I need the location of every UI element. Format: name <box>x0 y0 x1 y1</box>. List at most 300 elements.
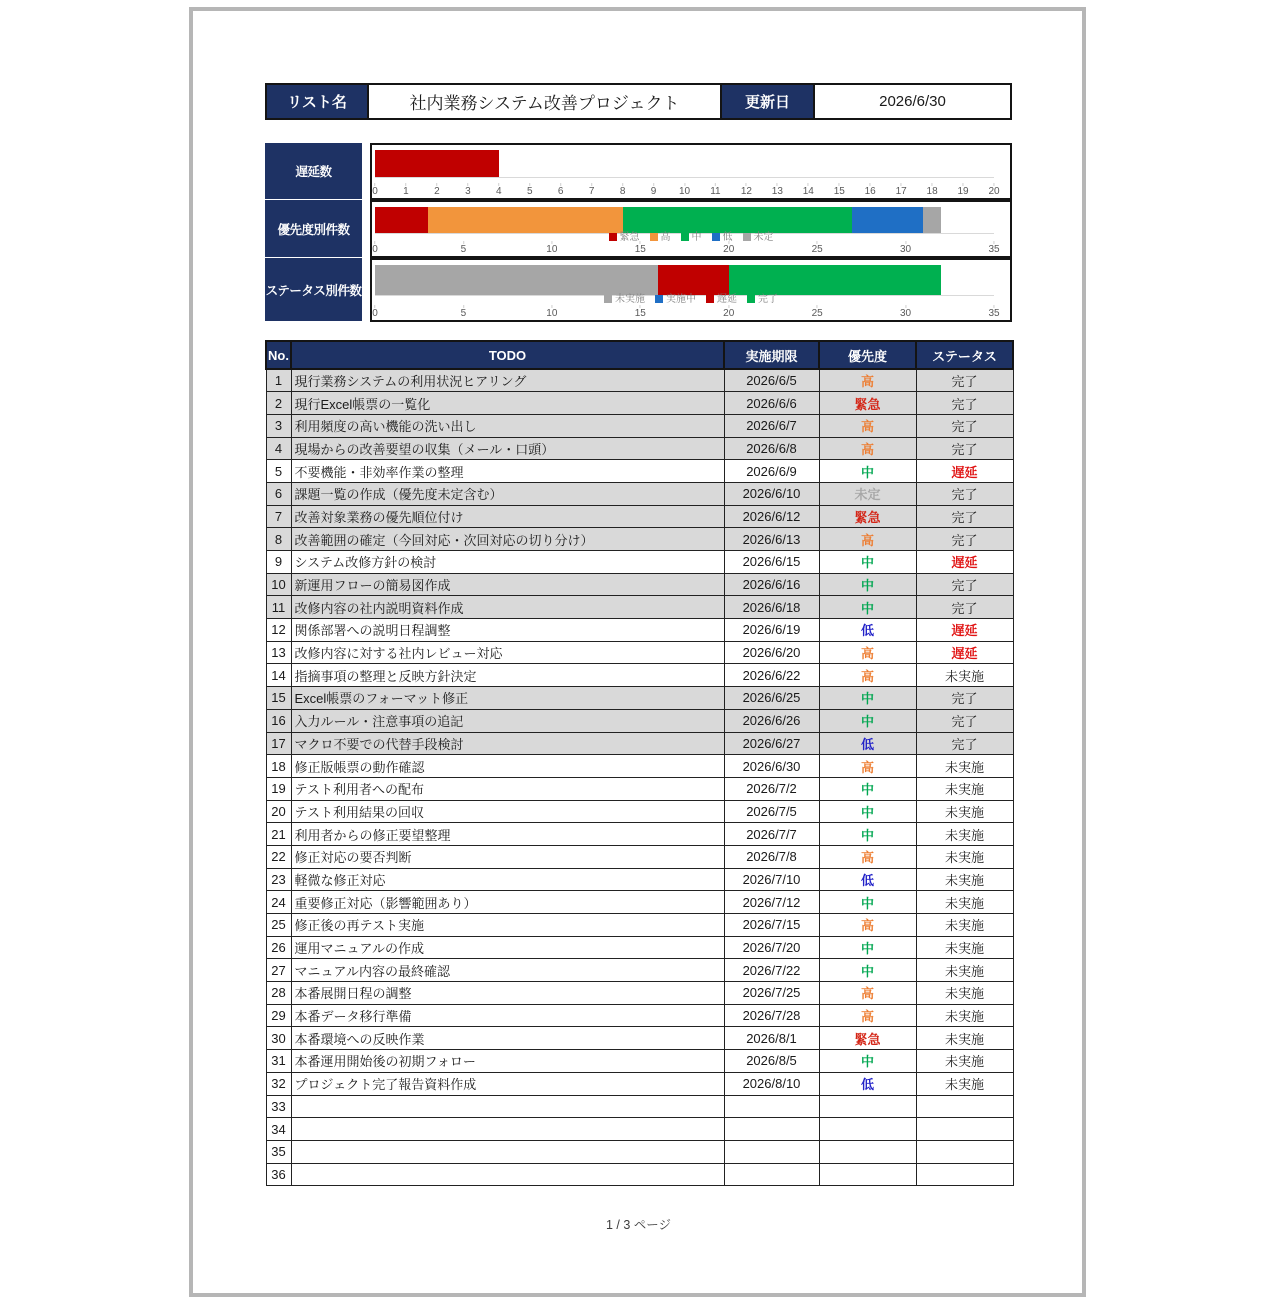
status-cell: 未実施 <box>916 1072 1013 1095</box>
status-cell: 完了 <box>916 687 1013 710</box>
status-cell: 未実施 <box>916 845 1013 868</box>
table-row <box>266 505 1013 528</box>
status-cell: 未実施 <box>916 868 1013 891</box>
deadline-cell: 2026/7/8 <box>724 845 819 868</box>
deadline-cell: 2026/6/10 <box>724 482 819 505</box>
row-number-cell: 21 <box>266 823 291 846</box>
deadline-cell: 2026/6/27 <box>724 732 819 755</box>
col-header-deadline: 実施期限 <box>724 341 819 369</box>
legend-label: 未実施 <box>615 294 645 305</box>
legend-label: 高 <box>660 232 671 243</box>
table-row <box>266 687 1013 710</box>
axis-tick-label: 5 <box>461 241 467 255</box>
todo-text-cell: 利用者からの修正要望整理 <box>291 823 724 846</box>
deadline-cell: 2026/7/28 <box>724 1004 819 1027</box>
axis-tick-label: 3 <box>465 183 471 197</box>
legend-label: 中 <box>691 232 702 243</box>
updated-date-value: 2026/6/30 <box>815 85 1010 118</box>
legend-label: 完了 <box>758 294 778 305</box>
axis-tick-label: 20 <box>988 183 999 197</box>
status-cell: 完了 <box>916 573 1013 596</box>
deadline-cell: 2026/6/9 <box>724 460 819 483</box>
table-row <box>266 959 1013 982</box>
legend-swatch <box>655 295 663 303</box>
todo-text-cell: 本番展開日程の調整 <box>291 982 724 1005</box>
deadline-cell: 2026/7/25 <box>724 982 819 1005</box>
priority-cell: 高 <box>819 755 916 778</box>
axis-ticks <box>372 305 1000 319</box>
todo-text-cell <box>291 1163 724 1186</box>
row-number-cell: 36 <box>266 1163 291 1186</box>
row-number-cell: 32 <box>266 1072 291 1095</box>
status-cell: 完了 <box>916 437 1013 460</box>
status-cell: 完了 <box>916 528 1013 551</box>
priority-cell <box>819 1095 916 1118</box>
todo-text-cell: 改修内容に対する社内レビュー対応 <box>291 641 724 664</box>
legend-swatch <box>650 233 658 241</box>
todo-text-cell: プロジェクト完了報告資料作成 <box>291 1072 724 1095</box>
bar-segment <box>375 207 428 233</box>
status-cell: 未実施 <box>916 800 1013 823</box>
priority-cell: 中 <box>819 891 916 914</box>
todo-text-cell: 軽微な修正対応 <box>291 868 724 891</box>
todo-text-cell <box>291 1118 724 1141</box>
deadline-cell <box>724 1140 819 1163</box>
status-cell <box>916 1095 1013 1118</box>
table-row <box>266 1072 1013 1095</box>
axis-tick-label: 25 <box>812 305 823 319</box>
axis-tick-label: 2 <box>434 183 440 197</box>
deadline-cell: 2026/6/13 <box>724 528 819 551</box>
deadline-cell: 2026/7/2 <box>724 777 819 800</box>
table-row <box>266 414 1013 437</box>
table-row <box>266 369 1013 392</box>
legend-swatch <box>747 295 755 303</box>
status-cell: 未実施 <box>916 982 1013 1005</box>
priority-cell: 高 <box>819 369 916 392</box>
axis-tick-label: 30 <box>900 241 911 255</box>
status-cell: 未実施 <box>916 823 1013 846</box>
todo-text-cell: 指摘事項の整理と反映方針決定 <box>291 664 724 687</box>
axis-tick-label: 10 <box>679 183 690 197</box>
axis-tick-label: 19 <box>957 183 968 197</box>
deadline-cell: 2026/7/15 <box>724 914 819 937</box>
legend-label: 緊急 <box>619 232 640 243</box>
row-number-cell: 5 <box>266 460 291 483</box>
axis-ticks <box>372 183 1000 197</box>
table-row <box>266 777 1013 800</box>
table-row <box>266 619 1013 642</box>
chart-status-count <box>265 258 1012 322</box>
bar-segment <box>375 150 499 177</box>
axis-tick-label: 20 <box>723 305 734 319</box>
deadline-cell: 2026/7/22 <box>724 959 819 982</box>
legend-swatch <box>712 233 720 241</box>
axis-tick-label: 7 <box>589 183 595 197</box>
col-header-priority: 優先度 <box>819 341 916 369</box>
table-row <box>266 823 1013 846</box>
status-cell <box>916 1163 1013 1186</box>
priority-cell: 中 <box>819 1050 916 1073</box>
axis-tick-label: 15 <box>834 183 845 197</box>
deadline-cell: 2026/6/7 <box>724 414 819 437</box>
axis-ticks <box>372 241 1000 255</box>
table-row <box>266 982 1013 1005</box>
deadline-cell: 2026/7/20 <box>724 936 819 959</box>
table-row-empty <box>266 1095 1013 1118</box>
table-row-empty <box>266 1163 1013 1186</box>
axis-tick-label: 35 <box>988 305 999 319</box>
axis-tick-label: 0 <box>372 183 378 197</box>
status-cell: 未実施 <box>916 755 1013 778</box>
todo-text-cell: 利用頻度の高い機能の洗い出し <box>291 414 724 437</box>
legend-label: 未定 <box>753 232 774 243</box>
deadline-cell: 2026/6/26 <box>724 709 819 732</box>
status-cell: 完了 <box>916 709 1013 732</box>
table-row <box>266 936 1013 959</box>
axis-tick-label: 17 <box>896 183 907 197</box>
status-cell: 未実施 <box>916 664 1013 687</box>
priority-cell: 中 <box>819 460 916 483</box>
table-row <box>266 573 1013 596</box>
bar-segment <box>658 265 729 295</box>
status-cell: 完了 <box>916 369 1013 392</box>
todo-text-cell: Excel帳票のフォーマット修正 <box>291 687 724 710</box>
chart-delay-count-label: 遅延数 <box>265 143 362 200</box>
list-name-value: 社内業務システム改善プロジェクト <box>369 85 722 118</box>
row-number-cell: 15 <box>266 687 291 710</box>
table-row <box>266 1004 1013 1027</box>
deadline-cell: 2026/8/10 <box>724 1072 819 1095</box>
row-number-cell: 8 <box>266 528 291 551</box>
col-header-no: No. <box>266 341 291 369</box>
bar-segment <box>375 265 658 295</box>
row-number-cell: 2 <box>266 392 291 415</box>
todo-table <box>265 340 1014 1186</box>
priority-cell: 未定 <box>819 482 916 505</box>
todo-text-cell: 本番運用開始後の初期フォロー <box>291 1050 724 1073</box>
deadline-cell: 2026/7/12 <box>724 891 819 914</box>
table-row <box>266 709 1013 732</box>
row-number-cell: 17 <box>266 732 291 755</box>
axis-tick-label: 1 <box>403 183 409 197</box>
table-row <box>266 437 1013 460</box>
bar-segment <box>852 207 923 233</box>
todo-text-cell: 本番環境への反映作業 <box>291 1027 724 1050</box>
deadline-cell: 2026/7/7 <box>724 823 819 846</box>
row-number-cell: 19 <box>266 777 291 800</box>
priority-cell: 高 <box>819 437 916 460</box>
todo-text-cell: 修正版帳票の動作確認 <box>291 755 724 778</box>
status-cell: 完了 <box>916 392 1013 415</box>
priority-cell: 低 <box>819 868 916 891</box>
table-header-row <box>266 341 1013 369</box>
table-row <box>266 1050 1013 1073</box>
chart-priority-count-plot <box>370 200 1012 258</box>
status-cell <box>916 1118 1013 1141</box>
status-cell: 未実施 <box>916 959 1013 982</box>
row-number-cell: 4 <box>266 437 291 460</box>
priority-cell: 緊急 <box>819 1027 916 1050</box>
axis-tick-label: 0 <box>372 241 378 255</box>
bar-segment <box>923 207 941 233</box>
row-number-cell: 23 <box>266 868 291 891</box>
status-cell <box>916 1140 1013 1163</box>
todo-text-cell: 現場からの改善要望の収集（メール・口頭） <box>291 437 724 460</box>
axis-tick-label: 35 <box>988 241 999 255</box>
status-cell: 遅延 <box>916 551 1013 574</box>
deadline-cell <box>724 1095 819 1118</box>
row-number-cell: 10 <box>266 573 291 596</box>
bar-area <box>375 207 994 234</box>
table-row <box>266 482 1013 505</box>
deadline-cell: 2026/8/5 <box>724 1050 819 1073</box>
deadline-cell: 2026/6/18 <box>724 596 819 619</box>
chart-status-count-plot <box>370 258 1012 322</box>
todo-text-cell: 現行業務システムの利用状況ヒアリング <box>291 369 724 392</box>
todo-text-cell: 改善対象業務の優先順位付け <box>291 505 724 528</box>
status-cell: 完了 <box>916 732 1013 755</box>
priority-cell: 中 <box>819 936 916 959</box>
table-row <box>266 800 1013 823</box>
row-number-cell: 24 <box>266 891 291 914</box>
row-number-cell: 3 <box>266 414 291 437</box>
table-row-empty <box>266 1118 1013 1141</box>
row-number-cell: 34 <box>266 1118 291 1141</box>
table-row <box>266 732 1013 755</box>
priority-cell: 緊急 <box>819 505 916 528</box>
status-cell: 完了 <box>916 596 1013 619</box>
legend-swatch <box>609 233 617 241</box>
priority-cell <box>819 1118 916 1141</box>
page-number: 1 / 3 ページ <box>605 1218 672 1233</box>
todo-text-cell: マニュアル内容の最終確認 <box>291 959 724 982</box>
todo-text-cell: 改修内容の社内説明資料作成 <box>291 596 724 619</box>
chart-priority-count <box>265 200 1012 258</box>
axis-tick-label: 8 <box>620 183 626 197</box>
axis-tick-label: 13 <box>772 183 783 197</box>
priority-cell: 高 <box>819 845 916 868</box>
axis-tick-label: 5 <box>461 305 467 319</box>
table-row <box>266 1027 1013 1050</box>
todo-text-cell: 改善範囲の確定（今回対応・次回対応の切り分け） <box>291 528 724 551</box>
priority-cell <box>819 1163 916 1186</box>
deadline-cell: 2026/6/6 <box>724 392 819 415</box>
todo-text-cell <box>291 1140 724 1163</box>
todo-text-cell: 課題一覧の作成（優先度未定含む） <box>291 482 724 505</box>
row-number-cell: 16 <box>266 709 291 732</box>
status-cell: 遅延 <box>916 619 1013 642</box>
deadline-cell: 2026/6/5 <box>724 369 819 392</box>
axis-tick-label: 20 <box>723 241 734 255</box>
bar-area <box>375 150 994 178</box>
todo-text-cell: テスト利用者への配布 <box>291 777 724 800</box>
table-row <box>266 460 1013 483</box>
row-number-cell: 33 <box>266 1095 291 1118</box>
row-number-cell: 27 <box>266 959 291 982</box>
page-content <box>265 83 1012 1233</box>
todo-text-cell: 入力ルール・注意事項の追記 <box>291 709 724 732</box>
priority-cell: 高 <box>819 982 916 1005</box>
col-header-status: ステータス <box>916 341 1013 369</box>
row-number-cell: 35 <box>266 1140 291 1163</box>
row-number-cell: 14 <box>266 664 291 687</box>
axis-tick-label: 15 <box>635 241 646 255</box>
priority-cell: 中 <box>819 709 916 732</box>
deadline-cell: 2026/6/30 <box>724 755 819 778</box>
priority-cell: 低 <box>819 619 916 642</box>
deadline-cell: 2026/6/25 <box>724 687 819 710</box>
row-number-cell: 13 <box>266 641 291 664</box>
row-number-cell: 12 <box>266 619 291 642</box>
status-cell: 未実施 <box>916 777 1013 800</box>
axis-tick-label: 5 <box>527 183 533 197</box>
axis-tick-label: 11 <box>710 183 720 197</box>
priority-cell: 中 <box>819 777 916 800</box>
row-number-cell: 22 <box>266 845 291 868</box>
table-row <box>266 551 1013 574</box>
priority-cell: 高 <box>819 914 916 937</box>
priority-cell: 高 <box>819 664 916 687</box>
priority-cell: 緊急 <box>819 392 916 415</box>
row-number-cell: 6 <box>266 482 291 505</box>
status-cell: 遅延 <box>916 460 1013 483</box>
deadline-cell: 2026/6/19 <box>724 619 819 642</box>
status-cell: 完了 <box>916 505 1013 528</box>
chart-delay-count-plot <box>370 143 1012 200</box>
list-name-label: リスト名 <box>267 85 369 118</box>
row-number-cell: 29 <box>266 1004 291 1027</box>
todo-text-cell: 修正対応の要否判断 <box>291 845 724 868</box>
todo-text-cell: 不要機能・非効率作業の整理 <box>291 460 724 483</box>
table-row <box>266 528 1013 551</box>
deadline-cell: 2026/6/22 <box>724 664 819 687</box>
priority-cell: 中 <box>819 551 916 574</box>
priority-cell: 高 <box>819 1004 916 1027</box>
priority-cell <box>819 1140 916 1163</box>
row-number-cell: 20 <box>266 800 291 823</box>
legend-label: 実施中 <box>666 294 696 305</box>
status-cell: 未実施 <box>916 914 1013 937</box>
table-row <box>266 914 1013 937</box>
todo-text-cell: テスト利用結果の回収 <box>291 800 724 823</box>
axis-tick-label: 6 <box>558 183 564 197</box>
todo-text-cell: システム改修方針の検討 <box>291 551 724 574</box>
updated-date-label: 更新日 <box>722 85 815 118</box>
bar-segment <box>729 265 941 295</box>
priority-cell: 中 <box>819 687 916 710</box>
axis-tick-label: 10 <box>546 241 557 255</box>
axis-tick-label: 12 <box>741 183 752 197</box>
priority-cell: 低 <box>819 732 916 755</box>
todo-table-body <box>266 369 1013 1186</box>
col-header-todo: TODO <box>291 341 724 369</box>
priority-cell: 中 <box>819 823 916 846</box>
chart-priority-count-label: 優先度別件数 <box>265 200 362 258</box>
status-cell: 完了 <box>916 482 1013 505</box>
axis-tick-label: 25 <box>812 241 823 255</box>
deadline-cell: 2026/8/1 <box>724 1027 819 1050</box>
table-row <box>266 664 1013 687</box>
priority-cell: 低 <box>819 1072 916 1095</box>
status-cell: 未実施 <box>916 936 1013 959</box>
charts-section <box>265 143 1012 322</box>
axis-tick-label: 16 <box>865 183 876 197</box>
deadline-cell: 2026/6/12 <box>724 505 819 528</box>
status-cell: 未実施 <box>916 1050 1013 1073</box>
deadline-cell: 2026/6/20 <box>724 641 819 664</box>
todo-text-cell: 本番データ移行準備 <box>291 1004 724 1027</box>
chart-delay-count <box>265 143 1012 200</box>
priority-cell: 中 <box>819 959 916 982</box>
status-cell: 遅延 <box>916 641 1013 664</box>
row-number-cell: 31 <box>266 1050 291 1073</box>
status-cell: 未実施 <box>916 891 1013 914</box>
deadline-cell: 2026/6/16 <box>724 573 819 596</box>
axis-tick-label: 14 <box>803 183 814 197</box>
todo-text-cell <box>291 1095 724 1118</box>
todo-text-cell: 新運用フローの簡易図作成 <box>291 573 724 596</box>
deadline-cell: 2026/6/8 <box>724 437 819 460</box>
chart-status-count-label: ステータス別件数 <box>265 258 362 322</box>
legend-label: 遅延 <box>717 294 737 305</box>
row-number-cell: 1 <box>266 369 291 392</box>
deadline-cell: 2026/6/15 <box>724 551 819 574</box>
axis-tick-label: 9 <box>651 183 657 197</box>
axis-tick-label: 30 <box>900 305 911 319</box>
table-row <box>266 868 1013 891</box>
row-number-cell: 11 <box>266 596 291 619</box>
row-number-cell: 18 <box>266 755 291 778</box>
priority-cell: 高 <box>819 414 916 437</box>
todo-text-cell: 現行Excel帳票の一覧化 <box>291 392 724 415</box>
legend-swatch <box>604 295 612 303</box>
todo-text-cell: 重要修正対応（影響範囲あり） <box>291 891 724 914</box>
row-number-cell: 25 <box>266 914 291 937</box>
todo-text-cell: 関係部署への説明日程調整 <box>291 619 724 642</box>
priority-cell: 高 <box>819 528 916 551</box>
table-row <box>266 845 1013 868</box>
deadline-cell <box>724 1118 819 1141</box>
legend-swatch <box>706 295 714 303</box>
priority-cell: 高 <box>819 641 916 664</box>
legend-label: 低 <box>722 232 733 243</box>
bar-segment <box>623 207 853 233</box>
row-number-cell: 30 <box>266 1027 291 1050</box>
axis-tick-label: 0 <box>372 305 378 319</box>
table-row <box>266 596 1013 619</box>
legend-swatch <box>681 233 689 241</box>
priority-cell: 中 <box>819 573 916 596</box>
todo-text-cell: 運用マニュアルの作成 <box>291 936 724 959</box>
row-number-cell: 9 <box>266 551 291 574</box>
table-row-empty <box>266 1140 1013 1163</box>
status-cell: 未実施 <box>916 1004 1013 1027</box>
todo-text-cell: マクロ不要での代替手段検討 <box>291 732 724 755</box>
deadline-cell <box>724 1163 819 1186</box>
axis-tick-label: 4 <box>496 183 502 197</box>
axis-tick-label: 10 <box>546 305 557 319</box>
row-number-cell: 7 <box>266 505 291 528</box>
priority-cell: 中 <box>819 800 916 823</box>
bar-area <box>375 265 994 296</box>
deadline-cell: 2026/7/10 <box>724 868 819 891</box>
axis-tick-label: 18 <box>927 183 938 197</box>
document-header <box>265 83 1012 120</box>
row-number-cell: 26 <box>266 936 291 959</box>
legend-swatch <box>743 233 751 241</box>
status-cell: 未実施 <box>916 1027 1013 1050</box>
